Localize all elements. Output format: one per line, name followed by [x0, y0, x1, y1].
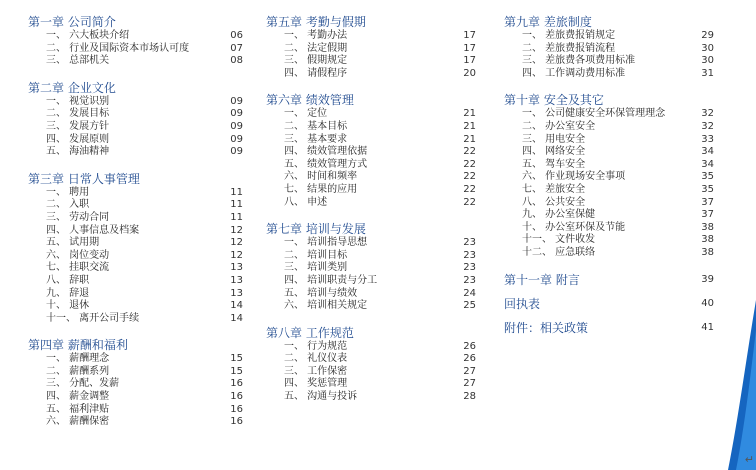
- toc-entry-label: 四、 培训职责与分工: [284, 274, 378, 286]
- toc-entry-label: 二、 行业及国际资本市场认可度: [46, 42, 190, 54]
- chapter-title: 第一章 公司简介: [28, 15, 116, 29]
- toc-entry-label: 四、 网络安全: [522, 146, 586, 158]
- toc-entry-label: 十、 办公室环保及节能: [522, 221, 626, 233]
- toc-entry-page: 13: [230, 274, 243, 286]
- toc-entry[interactable]: [28, 237, 243, 250]
- toc-entry-label: 三、 差旅费各项费用标准: [522, 55, 636, 67]
- toc-entry[interactable]: [266, 171, 476, 184]
- toc-entry-label: 三、 总部机关: [46, 55, 110, 67]
- toc-entry-label: 六、 作业现场安全事项: [522, 171, 626, 183]
- toc-column-3-chapters: [504, 14, 714, 260]
- toc-entry[interactable]: [28, 378, 243, 391]
- toc-entry-label: 二、 薪酬系列: [46, 365, 110, 377]
- toc-entry-page: 24: [463, 287, 476, 299]
- toc-entry[interactable]: [28, 275, 243, 288]
- toc-entry[interactable]: [504, 43, 714, 56]
- toc-entry-label: 六、 岗位变动: [46, 249, 110, 261]
- toc-entry[interactable]: [28, 199, 243, 212]
- toc-entry-label: 一、 六大板块介绍: [46, 30, 130, 41]
- toc-entry[interactable]: [28, 313, 243, 326]
- toc-entry-label: 四、 人事信息及档案: [46, 224, 140, 236]
- toc-entry[interactable]: [266, 68, 476, 81]
- toc-entry-label: 三、 培训类别: [284, 262, 348, 274]
- toc-entry-label: 一、 薪酬理念: [46, 353, 110, 365]
- toc-entry-page: 30: [701, 55, 714, 67]
- toc-entry-label: 五、 试用期: [46, 237, 100, 249]
- toc-entry-label: 四、 薪金调整: [46, 391, 110, 403]
- toc-entry-page: 20: [463, 67, 476, 79]
- toc-entry[interactable]: [28, 121, 243, 134]
- chapter-title: 第五章 考勤与假期: [266, 15, 366, 29]
- toc-entry[interactable]: [266, 250, 476, 263]
- chapter-section: [266, 14, 476, 80]
- toc-entry[interactable]: [504, 197, 714, 210]
- toc-entry-page: 12: [230, 237, 243, 249]
- toc-entry-page: 29: [701, 30, 714, 41]
- toc-entry-page: 16: [230, 378, 243, 390]
- chapter-title: 第七章 培训与发展: [266, 222, 366, 237]
- toc-entry-page: 21: [463, 120, 476, 132]
- toc-entry[interactable]: [266, 341, 476, 354]
- toc-entry[interactable]: [504, 234, 714, 247]
- toc-entry-page: 27: [463, 378, 476, 390]
- toc-entry-label: 十一、 文件收发: [522, 234, 596, 246]
- paragraph-return-mark: ↵: [744, 453, 754, 466]
- toc-entry-page: 17: [463, 30, 476, 41]
- toc-entry[interactable]: [28, 30, 243, 43]
- toc-entry-page: 16: [230, 391, 243, 403]
- chapter-section: [504, 92, 714, 259]
- toc-entry-page: 32: [701, 120, 714, 132]
- toc-entry[interactable]: [266, 197, 476, 210]
- toc-entry-label: 七、 挂职交流: [46, 262, 110, 274]
- toc-entry-label: 二、 培训目标: [284, 249, 348, 261]
- toc-entry-label: 二、 办公室安全: [522, 120, 596, 132]
- toc-entry-label: 七、 差旅安全: [522, 183, 586, 195]
- chapter-section: [28, 337, 243, 429]
- toc-entry-page: 38: [701, 234, 714, 246]
- toc-entry-label: 七、 结果的应用: [284, 183, 358, 195]
- chapter-section: [266, 92, 476, 209]
- toc-entry[interactable]: [504, 146, 714, 159]
- toc-entry-label: 三、 基本要求: [284, 133, 348, 145]
- toc-entry-label: 二、 差旅费报销流程: [522, 42, 616, 54]
- toc-entry-label: 三、 用电安全: [522, 133, 586, 145]
- toc-entry[interactable]: [266, 237, 476, 250]
- toc-entry[interactable]: [266, 159, 476, 172]
- toc-column-3: [504, 14, 714, 344]
- toc-entry-label: 四、 请假程序: [284, 67, 348, 79]
- toc-entry-page: 32: [701, 108, 714, 120]
- toc-entry-page: 11: [230, 186, 243, 198]
- toc-entry-label: 三、 分配、发薪: [46, 378, 120, 390]
- chapter-title: 第九章 差旅制度: [504, 15, 592, 29]
- toc-entry-page: 22: [463, 146, 476, 158]
- toc-entry-page: 17: [463, 42, 476, 54]
- toc-entry[interactable]: [266, 288, 476, 301]
- toc-entry-label: 二、 入职: [46, 199, 90, 211]
- toc-entry[interactable]: [504, 247, 714, 260]
- toc-entry-page: 07: [230, 42, 243, 54]
- toc-entry-page: 15: [230, 365, 243, 377]
- toc-entry[interactable]: [28, 366, 243, 379]
- toc-entry[interactable]: [266, 30, 476, 43]
- toc-entry-page: 37: [701, 209, 714, 221]
- toc-entry[interactable]: [28, 55, 243, 68]
- toc-entry-page: 13: [230, 262, 243, 274]
- toc-entry-label: 二、 基本目标: [284, 120, 348, 132]
- chapter-section: [28, 171, 243, 326]
- toc-entry-page: 09: [230, 120, 243, 132]
- toc-entry[interactable]: [28, 300, 243, 313]
- toc-entry-page: 14: [230, 300, 243, 312]
- toc-column-1: [28, 14, 243, 441]
- toc-entry-label: 四、 工作调动费用标准: [522, 67, 626, 79]
- toc-entry-label: 六、 培训相关规定: [284, 300, 368, 312]
- toc-entry-page: 38: [701, 221, 714, 233]
- toc-entry-page: 30: [701, 42, 714, 54]
- toc-entry-page: 09: [230, 146, 243, 158]
- toc-entry-page: 22: [463, 158, 476, 170]
- appendix-entry[interactable]: [504, 320, 714, 336]
- appendix-entry-page: 39: [701, 274, 714, 285]
- appendix-entry[interactable]: [504, 272, 714, 288]
- toc-entry[interactable]: [28, 404, 243, 417]
- toc-entry[interactable]: [28, 96, 243, 109]
- toc-entry[interactable]: [266, 121, 476, 134]
- toc-entry-page: 11: [230, 211, 243, 223]
- toc-entry-label: 五、 培训与绩效: [284, 287, 358, 299]
- toc-entry[interactable]: [504, 68, 714, 81]
- toc-entry[interactable]: [266, 262, 476, 275]
- toc-entry-page: 21: [463, 133, 476, 145]
- toc-entry-page: 17: [463, 55, 476, 67]
- toc-entry-page: 38: [701, 246, 714, 258]
- toc-entry-label: 一、 视觉识别: [46, 95, 110, 107]
- toc-entry-label: 九、 办公室保健: [522, 209, 596, 221]
- toc-entry-page: 28: [463, 391, 476, 403]
- toc-entry[interactable]: [28, 43, 243, 56]
- toc-entry-page: 11: [230, 199, 243, 211]
- toc-entry-page: 31: [701, 67, 714, 79]
- toc-entry-page: 23: [463, 237, 476, 249]
- chapter-section: [266, 325, 476, 404]
- appendix-entry-label: 附件：相关政策: [504, 321, 589, 335]
- toc-entry[interactable]: [28, 353, 243, 366]
- toc-entry-label: 一、 考勤办法: [284, 30, 348, 41]
- toc-entry[interactable]: [266, 184, 476, 197]
- toc-entry-page: 08: [230, 55, 243, 67]
- toc-entry-label: 六、 时间和频率: [284, 171, 358, 183]
- toc-entry[interactable]: [504, 121, 714, 134]
- toc-entry-page: 35: [701, 171, 714, 183]
- toc-entry-page: 27: [463, 365, 476, 377]
- toc-entry-label: 三、 工作保密: [284, 365, 348, 377]
- toc-entry-label: 十、 退休: [46, 300, 90, 312]
- chapter-title: 第八章 工作规范: [266, 325, 354, 340]
- chapter-section: [266, 221, 476, 313]
- chapter-title: 第十章 安全及其它: [504, 93, 604, 108]
- toc-entry[interactable]: [504, 171, 714, 184]
- toc-entry-label: 五、 绩效管理方式: [284, 158, 368, 170]
- toc-entry[interactable]: [28, 108, 243, 121]
- toc-entry-page: 23: [463, 249, 476, 261]
- toc-entry-label: 三、 劳动合同: [46, 211, 110, 223]
- toc-entry-page: 09: [230, 133, 243, 145]
- toc-entry-label: 一、 差旅费报销规定: [522, 30, 616, 41]
- toc-entry-label: 五、 沟通与投诉: [284, 391, 358, 403]
- toc-entry[interactable]: [28, 146, 243, 159]
- chapter-title: 第六章 绩效管理: [266, 93, 354, 108]
- toc-entry-page: 37: [701, 196, 714, 208]
- chapter-title: 第四章 薪酬和福利: [28, 338, 128, 353]
- toc-entry[interactable]: [266, 275, 476, 288]
- toc-entry-page: 33: [701, 133, 714, 145]
- toc-entry[interactable]: [266, 378, 476, 391]
- appendix-entry-page: 40: [701, 298, 714, 309]
- toc-entry-label: 九、 辞退: [46, 287, 90, 299]
- toc-entry-page: 35: [701, 183, 714, 195]
- toc-entry[interactable]: [266, 134, 476, 147]
- toc-entry[interactable]: [504, 159, 714, 172]
- toc-entry[interactable]: [266, 55, 476, 68]
- toc-entry[interactable]: [504, 184, 714, 197]
- toc-entry-label: 十二、 应急联络: [522, 246, 596, 258]
- toc-entry-page: 22: [463, 196, 476, 208]
- toc-entry-label: 十一、 离开公司手续: [46, 312, 140, 324]
- toc-entry[interactable]: [266, 353, 476, 366]
- appendix-entries: [504, 272, 714, 336]
- toc-entry-page: 25: [463, 300, 476, 312]
- toc-entry[interactable]: [266, 391, 476, 404]
- chapter-section: [504, 14, 714, 80]
- toc-entry[interactable]: [266, 300, 476, 313]
- toc-entry-label: 二、 礼仪仪表: [284, 353, 348, 365]
- chapter-section: [28, 14, 243, 68]
- appendix-entry-label: 回执表: [504, 297, 541, 311]
- toc-entry-label: 八、 辞职: [46, 274, 90, 286]
- toc-entry[interactable]: [266, 108, 476, 121]
- toc-entry-label: 八、 申述: [284, 196, 328, 208]
- toc-entry[interactable]: [504, 108, 714, 121]
- toc-entry[interactable]: [266, 43, 476, 56]
- toc-entry-page: 16: [230, 416, 243, 428]
- toc-entry-page: 12: [230, 249, 243, 261]
- toc-entry-page: 13: [230, 287, 243, 299]
- toc-entry-label: 四、 绩效管理依据: [284, 146, 368, 158]
- toc-entry[interactable]: [28, 262, 243, 275]
- chapter-title: 第三章 日常人事管理: [28, 171, 140, 186]
- appendix-entry-page: 41: [701, 322, 714, 333]
- toc-entry-label: 一、 公司健康安全环保管理理念: [522, 108, 666, 120]
- toc-entry-label: 一、 聘用: [46, 186, 90, 198]
- toc-entry[interactable]: [504, 209, 714, 222]
- toc-entry-label: 二、 发展目标: [46, 108, 110, 120]
- toc-entry-label: 四、 发展原则: [46, 133, 110, 145]
- toc-entry-label: 五、 驾车安全: [522, 158, 586, 170]
- toc-entry[interactable]: [28, 225, 243, 238]
- toc-entry-page: 34: [701, 146, 714, 158]
- appendix-entry[interactable]: [504, 296, 714, 312]
- toc-entry-page: 14: [230, 312, 243, 324]
- toc-entry-label: 三、 假期规定: [284, 55, 348, 67]
- toc-entry-page: 26: [463, 353, 476, 365]
- toc-entry-page: 22: [463, 183, 476, 195]
- chapter-title: 第二章 企业文化: [28, 80, 116, 95]
- toc-entry-label: 一、 行为规范: [284, 340, 348, 352]
- toc-entry[interactable]: [504, 222, 714, 235]
- toc-entry-page: 16: [230, 403, 243, 415]
- toc-entry[interactable]: [28, 288, 243, 301]
- toc-entry-page: 34: [701, 158, 714, 170]
- toc-entry-page: 09: [230, 108, 243, 120]
- corner-decoration: [728, 300, 756, 470]
- toc-entry-page: 06: [230, 30, 243, 41]
- toc-entry-page: 15: [230, 353, 243, 365]
- toc-entry-page: 26: [463, 340, 476, 352]
- chapter-section: [28, 80, 243, 159]
- toc-entry-label: 一、 定位: [284, 108, 328, 120]
- toc-entry[interactable]: [28, 391, 243, 404]
- toc-entry-label: 三、 发展方针: [46, 120, 110, 132]
- toc-entry-label: 五、 福利津贴: [46, 403, 110, 415]
- toc-entry-page: 23: [463, 274, 476, 286]
- appendix-entry-label: 第十一章 附言: [504, 273, 580, 287]
- toc-entry[interactable]: [28, 134, 243, 147]
- toc-entry[interactable]: [28, 187, 243, 200]
- toc-entry[interactable]: [28, 212, 243, 225]
- toc-entry[interactable]: [28, 250, 243, 263]
- toc-entry-page: 12: [230, 224, 243, 236]
- toc-entry-label: 二、 法定假期: [284, 42, 348, 54]
- toc-entry[interactable]: [28, 416, 243, 429]
- toc-entry[interactable]: [266, 366, 476, 379]
- toc-entry-label: 五、 海油精神: [46, 146, 110, 158]
- toc-entry[interactable]: [504, 134, 714, 147]
- toc-entry[interactable]: [504, 30, 714, 43]
- toc-entry-label: 一、 培训指导思想: [284, 237, 368, 249]
- toc-entry-page: 23: [463, 262, 476, 274]
- toc-entry-label: 八、 公共安全: [522, 196, 586, 208]
- toc-column-2: [266, 14, 476, 416]
- toc-entry-page: 21: [463, 108, 476, 120]
- toc-entry-page: 09: [230, 95, 243, 107]
- toc-entry-page: 22: [463, 171, 476, 183]
- toc-entry-label: 六、 薪酬保密: [46, 416, 110, 428]
- toc-entry-label: 四、 奖惩管理: [284, 378, 348, 390]
- toc-entry[interactable]: [266, 146, 476, 159]
- toc-entry[interactable]: [504, 55, 714, 68]
